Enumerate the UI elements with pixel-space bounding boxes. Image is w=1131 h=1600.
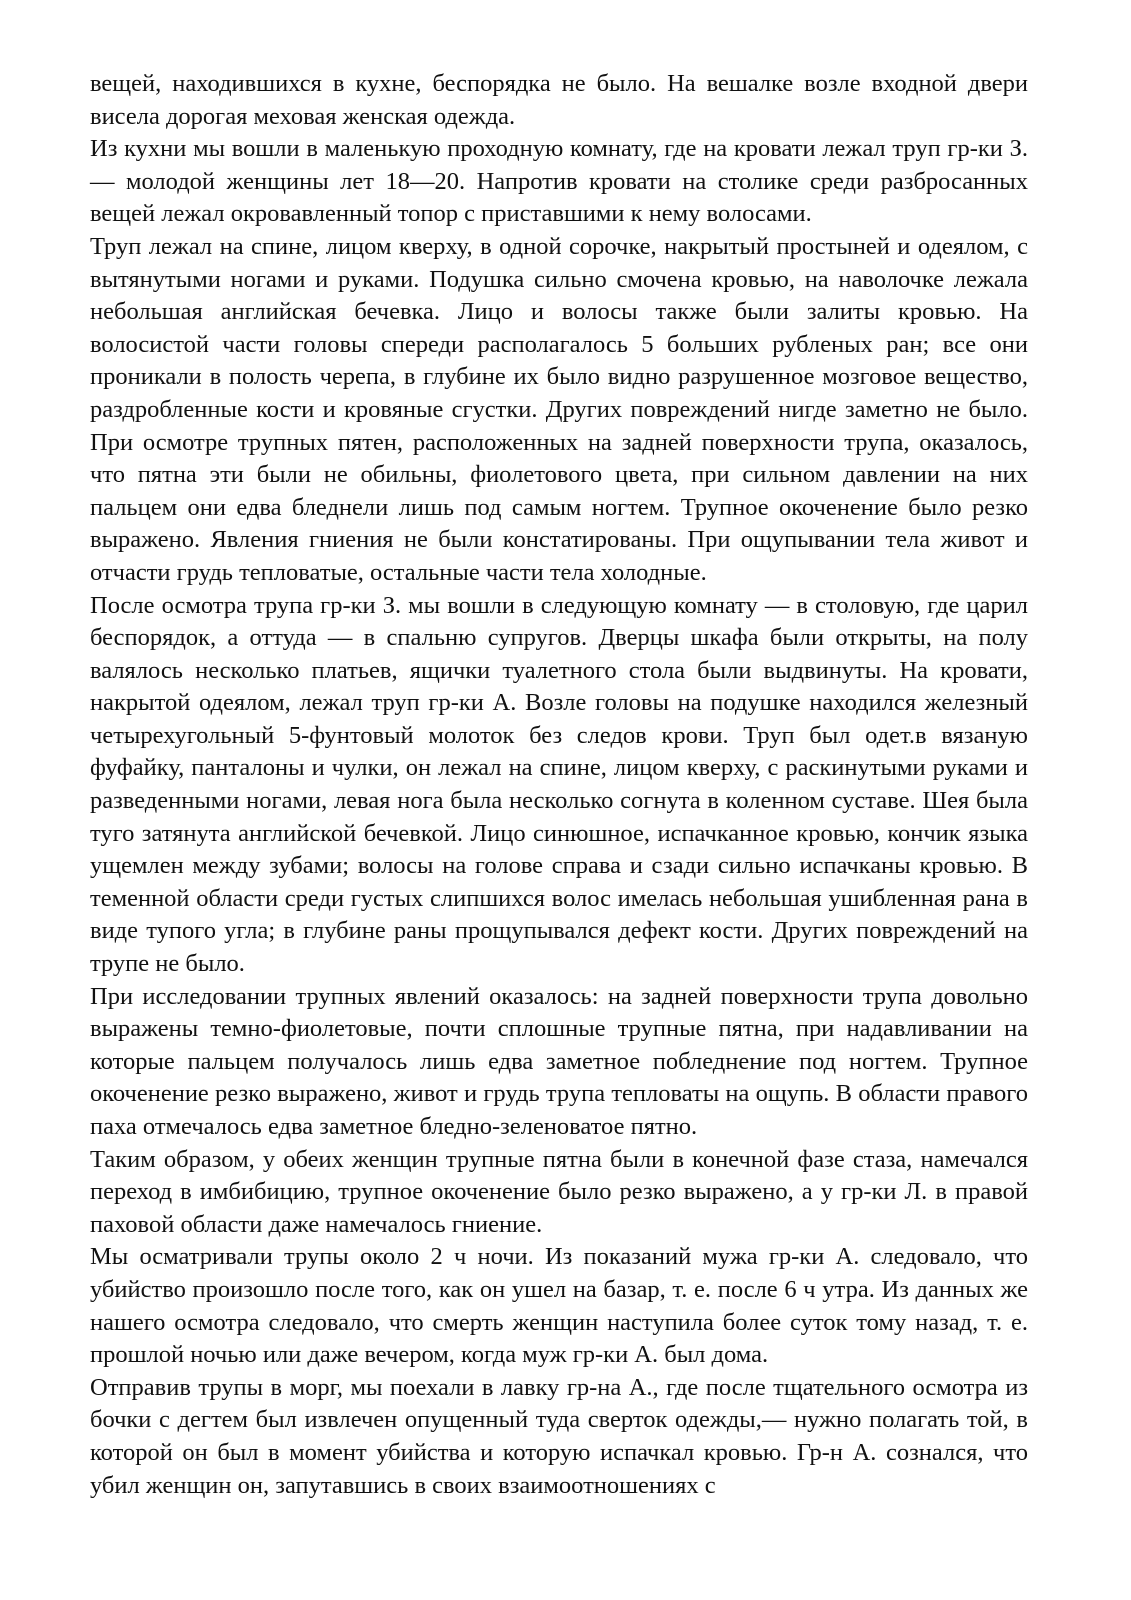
paragraph-6: Таким образом, у обеих женщин трупные пятна были в конечной фазе стаза, намечался переход в имбибицию, трупное окоченение было резко выражено, а у гр-ки Л. в правой паховой области даже намечалось гниение.: [90, 1145, 1028, 1238]
paragraph-3: Труп лежал на спине, лицом кверху, в одной сорочке, накрытый простыней и одеялом, с вытянутыми ногами и руками. Подушка сильно смочена кровью, на наволочке лежала небольшая английская бечевка. Лицо и волосы также были залиты кровью. На волосистой части головы спереди располагалось 5 больших рубленых ран; все они проникали в полость черепа, в глубине их было видно разрушенное мозговое вещество, раздробленные кости и кровяные сгустки. Других повреждений нигде заметно не было. При осмотре трупных пятен, расположенных на задней поверхности трупа, оказалось, что пятна эти были не обильны, фиолетового цвета, при сильном давлении на них пальцем они едва бледнели лишь под самым ногтем. Трупное окоченение было резко выражено. Явления гниения не были констатированы. При ощупывании тела живот и отчасти грудь тепловатые, остальные части тела холодные.: [90, 232, 1028, 586]
paragraph-1: вещей, находившихся в кухне, беспорядка не было. На вешалке возле входной двери висела дорогая меховая женская одежда.: [90, 70, 1028, 130]
paragraph-5: При исследовании трупных явлений оказалось: на задней поверхности трупа довольно выражены темно-фиолетовые, почти сплошные трупные пятна, при надавливании на которые пальцем получалось лишь едва заметное побледнение под ногтем. Трупное окоченение резко выражено, живот и грудь трупа тепловаты на ощупь. В области правого паха отмечалось едва заметное бледно-зеленоватое пятно.: [90, 982, 1028, 1140]
paragraph-2: Из кухни мы вошли в маленькую проходную комнату, где на кровати лежал труп гр-ки З.— молодой женщины лет 18—20. Напротив кровати на столике среди разбросанных вещей лежал окровавленный топор с приставшими к нему волосами.: [90, 135, 1028, 228]
document-page: [90, 68, 1028, 1502]
paragraph-4: После осмотра трупа гр-ки З. мы вошли в следующую комнату — в столовую, где царил беспорядок, а оттуда — в спальню супругов. Дверцы шкафа были открыты, на полу валялось несколько платьев, ящички туалетного стола были выдвинуты. На кровати, накрытой одеялом, лежал труп гр-ки А. Возле головы на подушке находился железный четырехугольный 5-фунтовый молоток без следов крови. Труп был одет.в вязаную фуфайку, панталоны и чулки, он лежал на спине, лицом кверху, с раскинутыми руками и разведенными ногами, левая нога была несколько согнута в коленном суставе. Шея была туго затянута английской бечевкой. Лицо синюшное, испачканное кровью, кончик языка ущемлен между зубами; волосы на голове справа и сзади сильно испачканы кровью. В теменной области среди густых слипшихся волос имелась небольшая ушибленная рана в виде тупого угла; в глубине раны прощупывался дефект кости. Других повреждений на трупе не было.: [90, 591, 1028, 978]
paragraph-8: Отправив трупы в морг, мы поехали в лавку гр-на А., где после тщательного осмотра из бочки с дегтем был извлечен опущенный туда сверток одежды,— нужно полагать той, в которой он был в момент убийства и которую испачкал кровью. Гр-н А. сознался, что убил женщин он, запутавшись в своих взаимоотношениях с: [90, 1373, 1028, 1499]
paragraph-7: Мы осматривали трупы около 2 ч ночи. Из показаний мужа гр-ки А. следовало, что убийство произошло после того, как он ушел на базар, т. е. после 6 ч утра. Из данных же нашего осмотра следовало, что смерть женщин наступила более суток тому назад, т. е. прошлой ночью или даже вечером, когда муж гр-ки А. был дома.: [90, 1243, 1028, 1369]
